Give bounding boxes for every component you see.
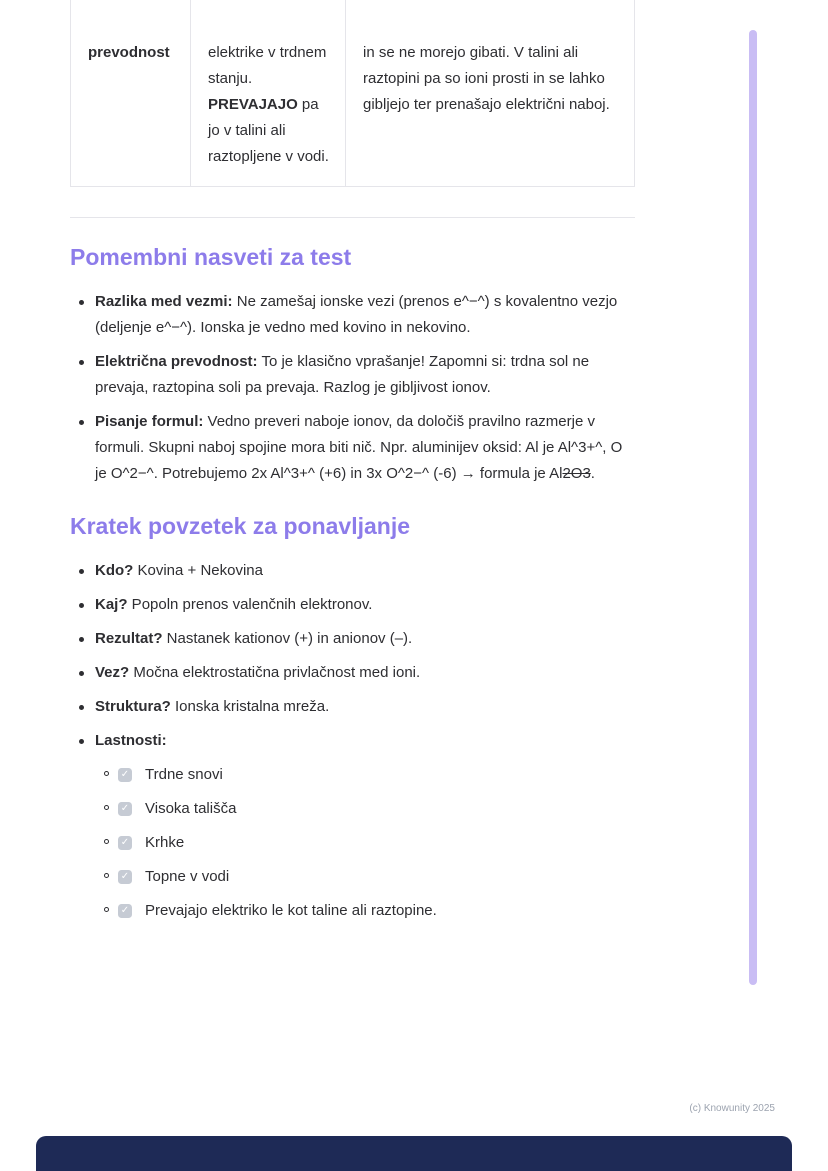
list-item (79, 728, 635, 754)
list-item-lead: Razlika med vezmi: (95, 293, 233, 310)
list-item-text (95, 660, 635, 686)
checklist-item (104, 864, 635, 890)
cell-text: elektrike v trdnem stanju. (208, 44, 327, 87)
list-item-text (95, 694, 635, 720)
list-item-text (95, 349, 635, 401)
list-item-lead: Električna prevodnost: (95, 353, 258, 370)
checklist-item-label: Krhke (145, 834, 185, 851)
checklist-item (104, 898, 635, 924)
summary-heading: Kratek povzetek za ponavljanje (70, 513, 411, 539)
circle-bullet-icon (104, 907, 109, 912)
list-item-lead: Struktura? (95, 698, 171, 715)
list-item (79, 349, 635, 401)
checkbox-checked-icon: ✓ (118, 802, 132, 816)
checklist-item-label: Prevajajo elektriko le kot taline ali raztopine. (145, 902, 437, 919)
circle-bullet-icon (104, 873, 109, 878)
cell-bold-text: PREVAJAJO (208, 96, 298, 113)
cell-text: pa jo v talini ali raztopljene v vodi. (208, 96, 329, 165)
bullet-icon (79, 360, 84, 365)
checkbox-checked-icon: ✓ (118, 768, 132, 782)
bullet-icon (79, 739, 84, 744)
circle-bullet-icon (104, 771, 109, 776)
list-item-body: Vedno preveri naboje ionov, da določiš pravilno razmerje v formuli. Skupni naboj spojine mora biti nič. Npr. aluminijev oksid: Al je Al^3+^, O je O^2−^. Potrebujemo 2x Al^3+^ (+6) in 3x O^2−^ (-6) → formula je Al (95, 413, 623, 482)
bullet-icon (79, 705, 84, 710)
next-page-preview (36, 1136, 792, 1171)
list-item (79, 592, 635, 618)
list-item-lead: Vez? (95, 664, 130, 681)
circle-bullet-icon (104, 805, 109, 810)
list-item-lead: Pisanje formul: (95, 413, 204, 430)
list-item-body: Ne zamešaj ionske vezi (prenos e^−^) s kovalentno vezjo (deljenje e^−^). Ionska je vedno med kovino in nekovino. (95, 293, 618, 336)
strikethrough-formula: 2O3 (562, 465, 591, 482)
list-item (79, 409, 635, 487)
list-item-body: Močna elektrostatična privlačnost med ioni. (129, 664, 421, 681)
bullet-icon (79, 420, 84, 425)
table-row (71, 0, 635, 187)
cell-text: in se ne morejo gibati. V talini ali raztopini pa so ioni prosti in se lahko gibljejo ter prenašajo električni naboj. (363, 44, 610, 113)
checklist-item-label: Trdne snovi (145, 766, 223, 783)
section-divider (70, 217, 635, 218)
bullet-icon (79, 569, 84, 574)
list-item-text (95, 558, 635, 584)
scrollbar-thumb[interactable] (749, 30, 757, 985)
properties-checklist (70, 762, 635, 924)
list-item-body: . (590, 465, 595, 482)
list-item-body: Ionska kristalna mreža. (170, 698, 330, 715)
list-item-text (95, 592, 635, 618)
checklist-item (104, 796, 635, 822)
checklist-item (104, 830, 635, 856)
footer-credit: (c) Knowunity 2025 (689, 1103, 775, 1114)
table-cell-explanation (346, 0, 635, 187)
bullet-icon (79, 300, 84, 305)
table-cell-ionic (191, 0, 346, 187)
bullet-icon (79, 637, 84, 642)
checklist-item (104, 762, 635, 788)
checkbox-checked-icon: ✓ (118, 904, 132, 918)
tips-list (70, 289, 635, 487)
bullet-icon (79, 603, 84, 608)
list-item (79, 289, 635, 341)
list-item (79, 694, 635, 720)
circle-bullet-icon (104, 839, 109, 844)
list-item-body: Nastanek kationov (+) in anionov (–). (162, 630, 413, 647)
list-item-body: Kovina + Nekovina (133, 562, 263, 579)
document-page (70, 0, 635, 932)
checklist-item-label: Visoka tališča (145, 800, 237, 817)
bullet-icon (79, 671, 84, 676)
list-item-text (95, 728, 635, 754)
list-item-body: To je klasično vprašanje! Zapomni si: trdna sol ne prevaja, raztopina soli pa prevaja. Razlog je gibljivost ionov. (95, 353, 590, 396)
property-label: prevodnost (88, 44, 170, 61)
list-item-lead: Rezultat? (95, 630, 163, 647)
list-item (79, 558, 635, 584)
properties-table (70, 0, 635, 187)
list-item-text (95, 409, 635, 487)
checkbox-checked-icon: ✓ (118, 870, 132, 884)
list-item-text (95, 626, 635, 652)
checklist-item-label: Topne v vodi (145, 868, 230, 885)
list-item-lead: Kdo? (95, 562, 134, 579)
list-item (79, 626, 635, 652)
list-item (79, 660, 635, 686)
list-item-body: Popoln prenos valenčnih elektronov. (127, 596, 373, 613)
list-item-text (95, 289, 635, 341)
tips-heading: Pomembni nasveti za test (70, 244, 352, 270)
list-item-lead: Kaj? (95, 596, 128, 613)
checkbox-checked-icon: ✓ (118, 836, 132, 850)
list-item-lead: Lastnosti: (95, 732, 167, 749)
summary-list (70, 558, 635, 754)
table-cell-property (71, 0, 191, 187)
